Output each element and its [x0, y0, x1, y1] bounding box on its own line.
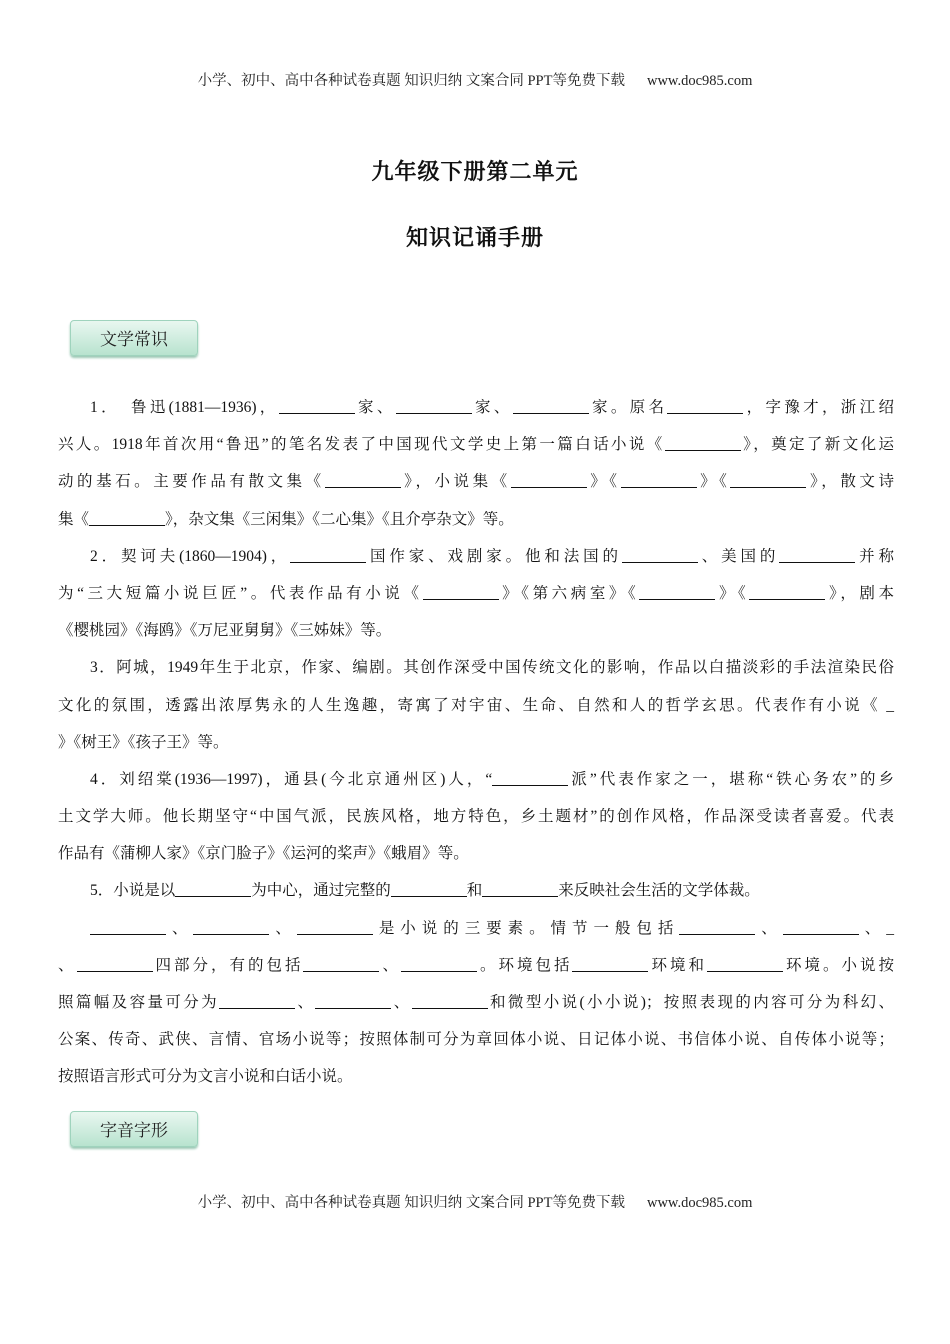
text-segment: ，字豫才，浙江绍 [743, 399, 894, 416]
text-segment: 、 [755, 919, 783, 937]
fill-in-blank [315, 993, 391, 1010]
fill-in-blank [679, 918, 755, 935]
text-line [58, 426, 894, 463]
fill-in-blank [783, 918, 859, 935]
text-segment: 》《树王》《孩子王》等。 [58, 733, 229, 751]
fill-in-blank [423, 583, 499, 600]
fill-in-blank [492, 769, 568, 786]
text-segment: 、 [295, 994, 316, 1011]
text-line [58, 910, 894, 947]
text-segment: 集《 [58, 510, 90, 528]
text-segment: 《樱桃园》《海鸥》《万尼亚舅舅》《三姊妹》等。 [58, 622, 392, 640]
text-line [58, 984, 894, 1021]
text-segment: 环境和 [648, 956, 707, 974]
text-line [58, 687, 894, 724]
fill-in-blank [665, 435, 741, 452]
text-line [58, 761, 894, 798]
text-line [58, 724, 894, 761]
text-segment: 照篇幅及容量可分为 [58, 994, 220, 1011]
text-segment: 国作家、戏剧家。他和法国的 [366, 547, 622, 565]
header-site: www.doc985.com [646, 73, 753, 89]
text-line [58, 1058, 894, 1095]
text-segment: 》《第六病室》《 [498, 584, 640, 602]
text-line [58, 463, 894, 500]
fill-in-blank [707, 955, 783, 972]
text-line [58, 947, 894, 984]
header-text: 小学、初中、高中各种试卷真题 知识归纳 文案合同 PPT等免费下载 [197, 73, 625, 89]
text-segment: 》，剧本 [825, 584, 894, 602]
fill-in-blank [513, 398, 589, 415]
text-segment: 来反映社会生活的文学体裁。 [558, 882, 760, 900]
text-segment: 土文学大师。他长期坚守“中国气派，民族风格，地方特色，乡土题材”的创作风格，作品深受读者喜爱。代表 [58, 808, 894, 826]
text-segment: 、 [391, 994, 412, 1011]
document-body [58, 389, 894, 1096]
text-segment: 家、 [354, 399, 396, 416]
text-segment: 家。原名 [588, 399, 668, 416]
fill-in-blank [401, 955, 477, 972]
text-segment: 和 [466, 882, 483, 900]
fill-in-blank [730, 472, 806, 489]
text-segment: 。环境包括 [476, 956, 573, 974]
text-line [58, 612, 894, 649]
text-segment: 派”代表作家之一，堪称“铁心务农”的乡 [568, 770, 895, 788]
text-segment: 并称 [855, 547, 894, 565]
text-segment: 动的基石。主要作品有散文集《 [58, 473, 325, 491]
fill-in-blank [303, 955, 379, 972]
text-segment: 3．阿城，1949年生于北京，作家、编剧。其创作深受中国传统文化的影响，作品以白描淡彩的手法渲染民俗 [90, 659, 894, 677]
text-segment: 四部分，有的包括 [152, 956, 304, 974]
text-line [58, 835, 894, 872]
fill-in-blank [297, 918, 373, 935]
text-segment: 公案、传奇、武侠、言情、官场小说等；按照体制可分为章回体小说、日记体小说、书信体小说、自传体小说等； [58, 1031, 894, 1049]
fill-in-blank [290, 546, 366, 563]
text-segment: 》，杂文集《三闲集》《二心集》《且介亭杂文》等。 [165, 510, 514, 528]
text-segment: 》，奠定了新文化运 [740, 436, 894, 454]
text-segment: 》《 [715, 584, 750, 602]
text-segment: 为中心，通过完整的 [251, 882, 391, 900]
text-segment: 、 [379, 956, 401, 974]
text-line [58, 575, 894, 612]
doc-subtitle: 知识记诵手册 [405, 225, 544, 250]
fill-in-blank [89, 509, 165, 526]
fill-in-blank [749, 583, 825, 600]
text-segment: 》《 [586, 473, 621, 491]
text-line [58, 538, 894, 575]
footer-site: www.doc985.com [646, 1195, 753, 1211]
text-segment: 为“三大短篇小说巨匠”。代表作品有小说《 [58, 584, 423, 602]
text-segment: 作品有《蒲柳人家》《京门脸子》《运河的桨声》《蛾眉》等。 [58, 845, 469, 863]
fill-in-blank [219, 993, 295, 1010]
fill-in-blank [90, 918, 166, 935]
text-segment: 环境。小说按 [782, 956, 894, 974]
text-segment: 、 [58, 956, 77, 974]
text-segment: 》，小说集《 [400, 473, 511, 491]
text-line [58, 501, 894, 538]
text-segment: 5．小说是以 [90, 882, 176, 900]
text-segment: 、 [269, 919, 297, 937]
fill-in-blank [482, 881, 558, 898]
text-segment: 1． 鲁迅(1881—1936)， [90, 399, 279, 416]
fill-in-blank [325, 472, 401, 489]
section-heading-characters: 字音字形 [70, 1111, 198, 1147]
text-segment: 4．刘绍棠(1936—1997)，通县(今北京通州区)人，“ [90, 770, 493, 788]
text-segment: 2．契诃夫(1860—1904)， [90, 547, 291, 565]
text-segment: 和微型小说(小小说)；按照表现的内容可分为科幻、 [487, 994, 894, 1011]
text-line [58, 649, 894, 686]
text-segment: 、美国的 [697, 547, 780, 565]
text-segment: 按照语言形式可分为文言小说和白话小说。 [58, 1068, 353, 1086]
fill-in-blank [391, 881, 467, 898]
doc-title: 九年级下册第二单元 [371, 159, 579, 184]
fill-in-blank [779, 546, 855, 563]
fill-in-blank [175, 881, 251, 898]
text-line [58, 872, 894, 909]
fill-in-blank [639, 583, 715, 600]
text-segment: 家、 [471, 399, 513, 416]
text-segment: 》，散文诗 [806, 473, 894, 491]
text-line [58, 798, 894, 835]
page-header [0, 69, 950, 90]
fill-in-blank [396, 398, 472, 415]
fill-in-blank [279, 398, 355, 415]
fill-in-blank [621, 472, 697, 489]
text-line [58, 389, 894, 426]
fill-in-blank [412, 993, 488, 1010]
text-segment: 兴人。1918年首次用“鲁迅”的笔名发表了中国现代文学史上第一篇白话小说《 [58, 436, 665, 454]
fill-in-blank [193, 918, 269, 935]
text-line [58, 1021, 894, 1058]
footer-text: 小学、初中、高中各种试卷真题 知识归纳 文案合同 PPT等免费下载 [197, 1195, 625, 1211]
fill-in-blank [77, 955, 153, 972]
text-segment: 、_ [858, 919, 894, 937]
text-segment: 、 [166, 919, 194, 937]
text-segment: 是小说的三要素。情节一般包括 [372, 919, 680, 937]
page-footer [0, 1191, 950, 1212]
text-segment: 》《 [696, 473, 731, 491]
fill-in-blank [511, 472, 587, 489]
fill-in-blank [622, 546, 698, 563]
fill-in-blank [572, 955, 648, 972]
text-segment: 文化的氛围，透露出浓厚隽永的人生逸趣，寄寓了对宇宙、生命、自然和人的哲学玄思。代表作有小说《 _ [58, 696, 894, 714]
section-heading-literature: 文学常识 [70, 320, 198, 356]
fill-in-blank [667, 398, 743, 415]
